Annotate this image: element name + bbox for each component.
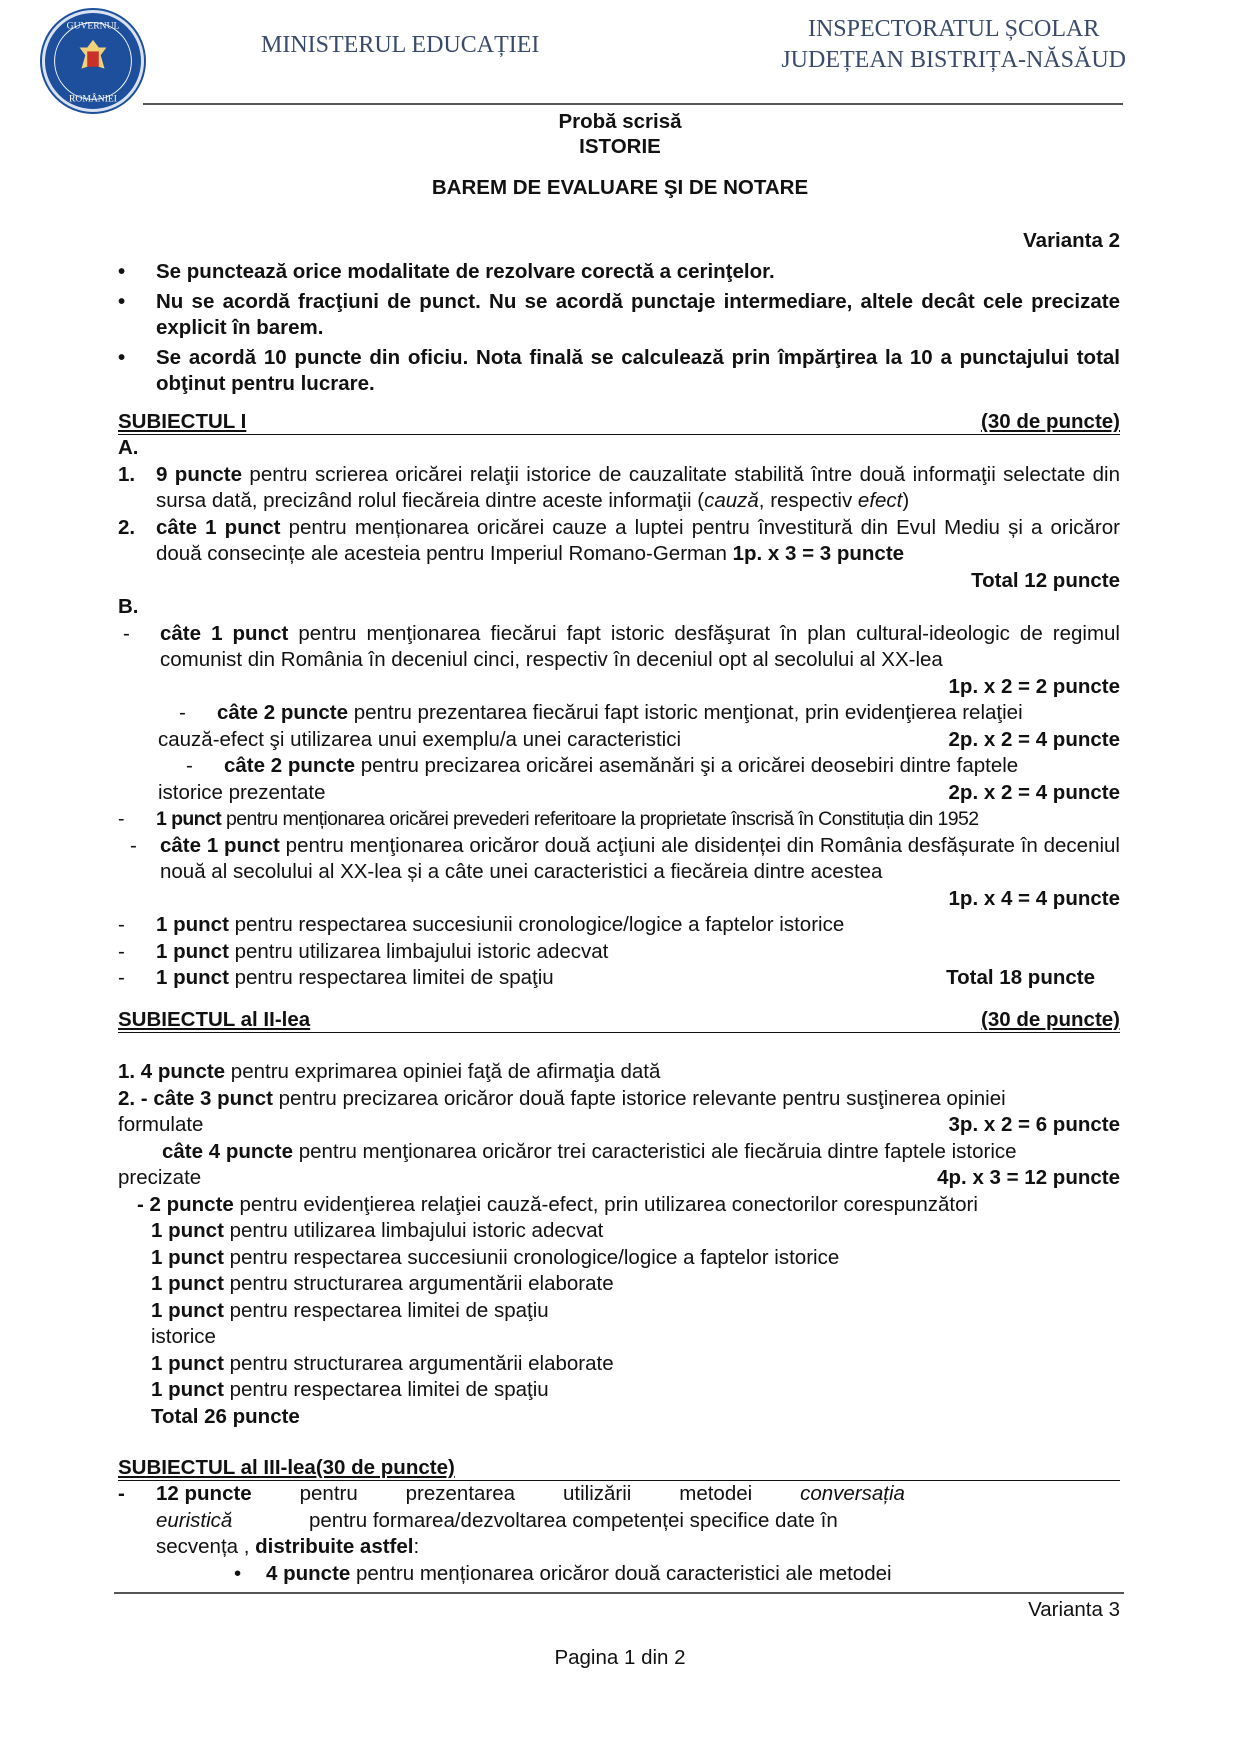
total-b: Total 18 puncte xyxy=(946,966,1095,989)
item-a1: 1. 9 puncte pentru scrierea oricărei relaţii istorice de cauzalitate stabilită între două informaţii selectate din sursa dată, precizând rolul fiecăreia dintre aceste informaţii (cauză, respectiv efect) xyxy=(118,462,1120,512)
item-b8: - 1 punct pentru respectarea limitei de spaţiu Total 18 puncte xyxy=(118,965,1120,992)
svg-text:GUVERNUL: GUVERNUL xyxy=(66,20,120,32)
s2-item-1: 1. 4 puncte pentru exprimarea opiniei faţă de afirmaţia dată xyxy=(118,1060,661,1083)
exam-type: Probă scrisă xyxy=(558,110,682,133)
s2-item-2: 2. - câte 3 punct pentru precizarea oricăror două fapte istorice relevante pentru susţinerea opiniei xyxy=(118,1086,1006,1110)
total-a: Total 12 puncte xyxy=(971,568,1120,592)
svg-text:ROMÂNIEI: ROMÂNIEI xyxy=(69,93,117,105)
rule-text: Nu se acordă fracţiuni de punct. Nu se acordă punctaje intermediare, altele decât cele precizate explicit în barem. xyxy=(156,289,1120,339)
item-b3: - câte 2 puncte pentru precizarea oricărei asemănări şi a oricărei deosebiri dintre faptele xyxy=(186,754,1019,777)
s3-item-1-cont: secvența , distribuite astfel: xyxy=(156,1535,420,1558)
s3-subitem: • 4 puncte pentru menționarea oricăror două caracteristici ale metodei xyxy=(234,1561,892,1585)
rule-text: Se acordă 10 puncte din oficiu. Nota finală se calculează prin împărţirea la 10 a punctajului total obţinut pentru lucrare. xyxy=(156,345,1120,395)
rule-text: Se punctează orice modalitate de rezolvare corectă a cerinţelor. xyxy=(156,260,775,283)
item-b5: - câte 1 punct pentru menţionarea oricăror două acţiuni ale disidenței din România desfășurate în deceniul nouă al secolului al XX-lea și a câte unei caracteristici a fiecăreia dintre acestea xyxy=(130,833,1120,883)
part-label: B. xyxy=(118,595,139,618)
s2-item-3: câte 4 puncte pentru menţionarea oricăror trei caracteristici ale fiecăruia dintre faptele istorice xyxy=(162,1139,1017,1163)
criterion: 1 punct pentru structurarea argumentării elaborate xyxy=(151,1351,614,1375)
item-b2-cont: cauză-efect şi utilizarea unui exemplu/a unei caracteristici 2p. x 2 = 4 puncte xyxy=(158,727,1120,751)
s3-item-1: - 12 puncte pentru prezentarea utilizării metodei conversația xyxy=(118,1482,905,1505)
footer-divider xyxy=(114,1592,1124,1594)
total-s2: Total 26 puncte xyxy=(151,1404,300,1428)
inspectorate-line: INSPECTORATUL ȘCOLAR xyxy=(807,16,1100,42)
s2-item-2-cont: formulate 3p. x 2 = 6 puncte xyxy=(118,1113,1120,1136)
inspectorate-name xyxy=(781,14,1126,76)
ministry-name: MINISTERUL EDUCAȚIEI xyxy=(261,32,540,58)
general-rules xyxy=(118,259,1120,398)
item-b4: - 1 punct pentru menționarea oricărei prevederi referitoare la proprietate înscrisă în Constituția din 1952 xyxy=(118,808,979,830)
item-b7: - 1 punct pentru utilizarea limbajului istoric adecvat xyxy=(118,939,609,963)
s2-item-3-cont: precizate 4p. x 3 = 12 puncte xyxy=(118,1166,1120,1189)
subject-title: ISTORIE xyxy=(579,135,661,158)
score: 1p. x 2 = 2 puncte xyxy=(948,674,1120,698)
s3-item-1-cont: euristică pentru formarea/dezvoltarea competenței specifice date în xyxy=(156,1508,838,1532)
rule-item: • Nu se acordă fracţiuni de punct. Nu se acordă punctaje intermediare, altele decât cele precizate explicit în barem. xyxy=(118,289,1120,339)
score: 1p. x 4 = 4 puncte xyxy=(948,886,1120,910)
section-header: SUBIECTUL I (30 de puncte) xyxy=(118,410,1120,433)
section-header: SUBIECTUL al III-lea(30 de puncte) xyxy=(118,1456,1120,1481)
item-b6: - 1 punct pentru respectarea succesiunii cronologice/logice a faptelor istorice xyxy=(118,913,845,936)
item-b3-cont: istorice prezentate 2p. x 2 = 4 puncte xyxy=(158,780,1120,804)
item-b2: - câte 2 puncte pentru prezentarea fiecărui fapt istoric menţionat, prin evidenţierea relaţiei xyxy=(179,701,1023,724)
footer-variant: Varianta 3 xyxy=(1028,1598,1120,1621)
variant-label: Varianta 2 xyxy=(1023,229,1120,252)
s2-item-4: - 2 puncte pentru evidenţierea relaţiei cauză-efect, prin utilizarea conectorilor corespunzători xyxy=(137,1192,978,1216)
stray-text: istorice xyxy=(151,1325,216,1348)
document-title: BAREM DE EVALUARE ŞI DE NOTARE xyxy=(431,176,809,199)
item-a2: 2. câte 1 punct pentru menționarea oricărei cauze a luptei pentru învestitură din Evul Mediu și a oricăror două consecințe ale acesteia pentru Imperiul Romano-German 1p. x 3 = 3 puncte xyxy=(118,515,1120,565)
section-header: SUBIECTUL al II-lea (30 de puncte) xyxy=(118,1007,1120,1031)
s2-criteria xyxy=(118,1218,1120,1430)
rule-item: • Se punctează orice modalitate de rezolvare corectă a cerinţelor. xyxy=(118,260,775,283)
criterion: 1 punct pentru respectarea limitei de spaţiu xyxy=(151,1378,549,1401)
criterion: 1 punct pentru respectarea limitei de spaţiu xyxy=(151,1298,549,1322)
criterion: 1 punct pentru utilizarea limbajului istoric adecvat xyxy=(151,1219,604,1242)
inspectorate-line: JUDEȚEAN BISTRIȚA-NĂSĂUD xyxy=(781,47,1126,73)
item-b1: - câte 1 punct pentru menţionarea fiecărui fapt istoric desfăşurat în plan cultural-ideologic de regimul comunist din România în deceniul cinci, respectiv în deceniul opt al secolului al XX-lea xyxy=(123,621,1120,671)
government-logo xyxy=(42,10,144,112)
page-number: Pagina 1 din 2 xyxy=(554,1646,686,1669)
rule-item: • Se acordă 10 puncte din oficiu. Nota finală se calculează prin împărţirea la 10 a punctajului total obţinut pentru lucrare. xyxy=(118,345,1120,395)
subject-1 xyxy=(118,410,1120,1587)
criterion: 1 punct pentru structurarea argumentării elaborate xyxy=(151,1272,614,1295)
header-divider xyxy=(143,103,1123,105)
criterion: 1 punct pentru respectarea succesiunii cronologice/logice a faptelor istorice xyxy=(151,1245,840,1269)
part-label: A. xyxy=(118,436,139,459)
